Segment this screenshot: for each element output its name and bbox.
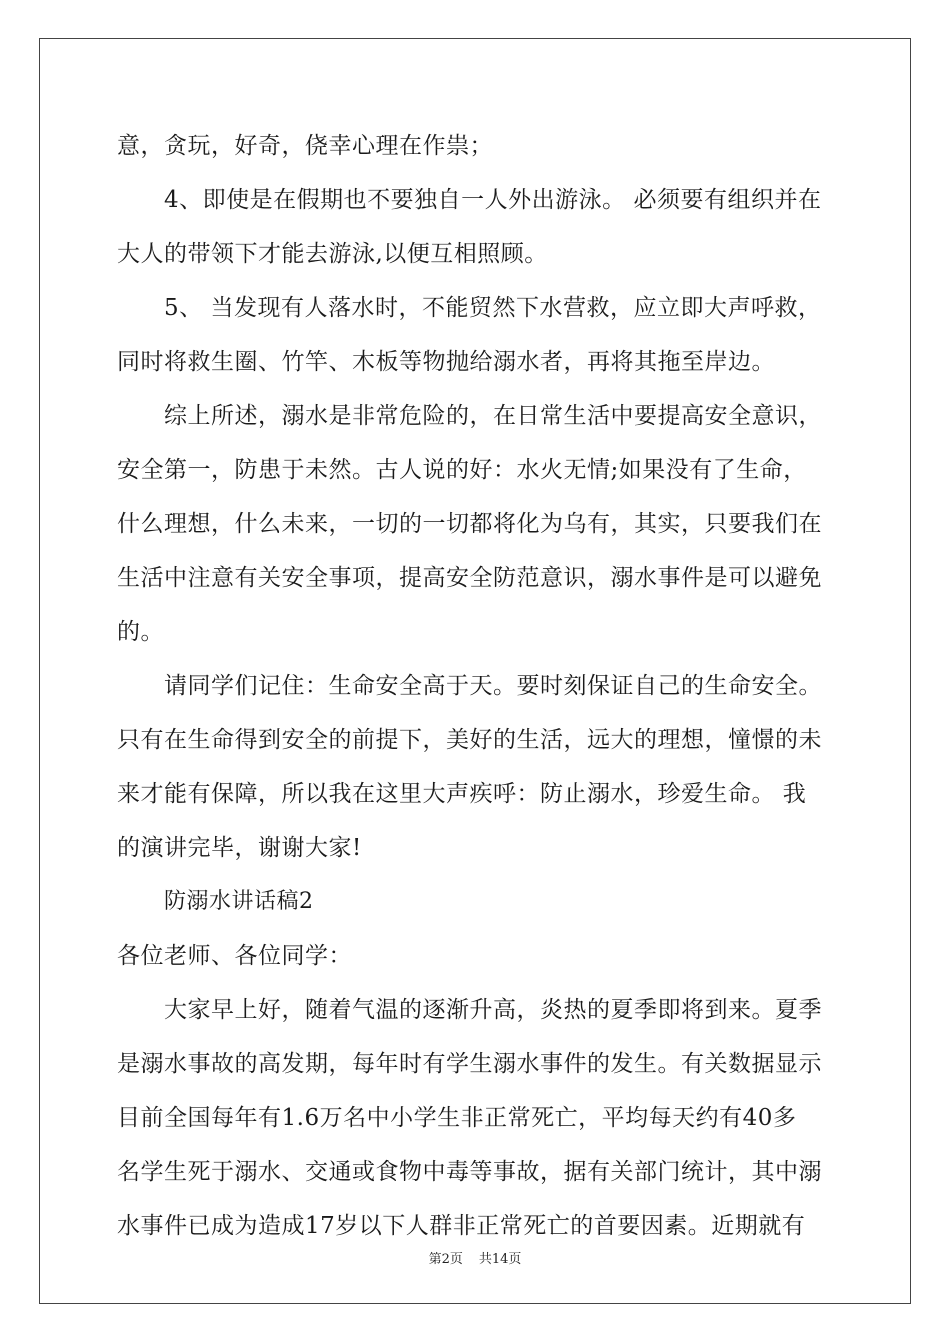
text-line: 的演讲完毕，谢谢大家! <box>117 835 362 861</box>
text-line: 只有在生命得到安全的前提下，美好的生活，远大的理想，憧憬的未 <box>117 727 822 753</box>
text-line: 来才能有保障，所以我在这里大声疾呼：防止溺水，珍爱生命。 我 <box>117 781 807 807</box>
text-line: 什么理想，什么未来，一切的一切都将化为乌有，其实，只要我们在 <box>117 511 822 537</box>
section-heading: 防溺水讲话稿2 <box>164 889 314 914</box>
text-line: 请同学们记住：生命安全高于天。要时刻保证自己的生命安全。 <box>164 673 822 699</box>
salutation-line: 各位老师、各位同学： <box>117 943 352 969</box>
text-line: 目前全国每年有1.6万名中小学生非正常死亡，平均每天约有40多 <box>117 1105 797 1131</box>
text-line: 安全第一，防患于未然。古人说的好：水火无情;如果没有了生命， <box>117 457 807 483</box>
text-line: 是溺水事故的高发期，每年时有学生溺水事件的发生。有关数据显示 <box>117 1051 822 1077</box>
text-line: 大家早上好，随着气温的逐渐升高，炎热的夏季即将到来。夏季 <box>164 997 822 1023</box>
text-line: 4、即使是在假期也不要独自一人外出游泳。 必须要有组织并在 <box>164 187 822 213</box>
text-line: 名学生死于溺水、交通或食物中毒等事故，据有关部门统计，其中溺 <box>117 1159 822 1185</box>
text-line: 水事件已成为造成17岁以下人群非正常死亡的首要因素。近期就有 <box>117 1213 806 1239</box>
page-total: 共14页 <box>478 1252 522 1267</box>
text-line: 的。 <box>117 619 164 645</box>
text-line: 同时将救生圈、竹竿、木板等物抛给溺水者，再将其拖至岸边。 <box>117 349 775 375</box>
page-footer <box>0 1248 950 1267</box>
text-line: 大人的带领下才能去游泳,以便互相照顾。 <box>117 241 548 267</box>
text-line: 5、 当发现有人落水时，不能贸然下水营救，应立即大声呼救， <box>164 295 822 321</box>
text-line: 生活中注意有关安全事项，提高安全防范意识，溺水事件是可以避免 <box>117 565 822 591</box>
text-line: 综上所述，溺水是非常危险的，在日常生活中要提高安全意识， <box>164 403 822 429</box>
page-number: 第2页 <box>428 1252 463 1267</box>
document-body <box>117 126 837 1260</box>
text-line: 意，贪玩，好奇，侥幸心理在作祟； <box>117 133 493 159</box>
